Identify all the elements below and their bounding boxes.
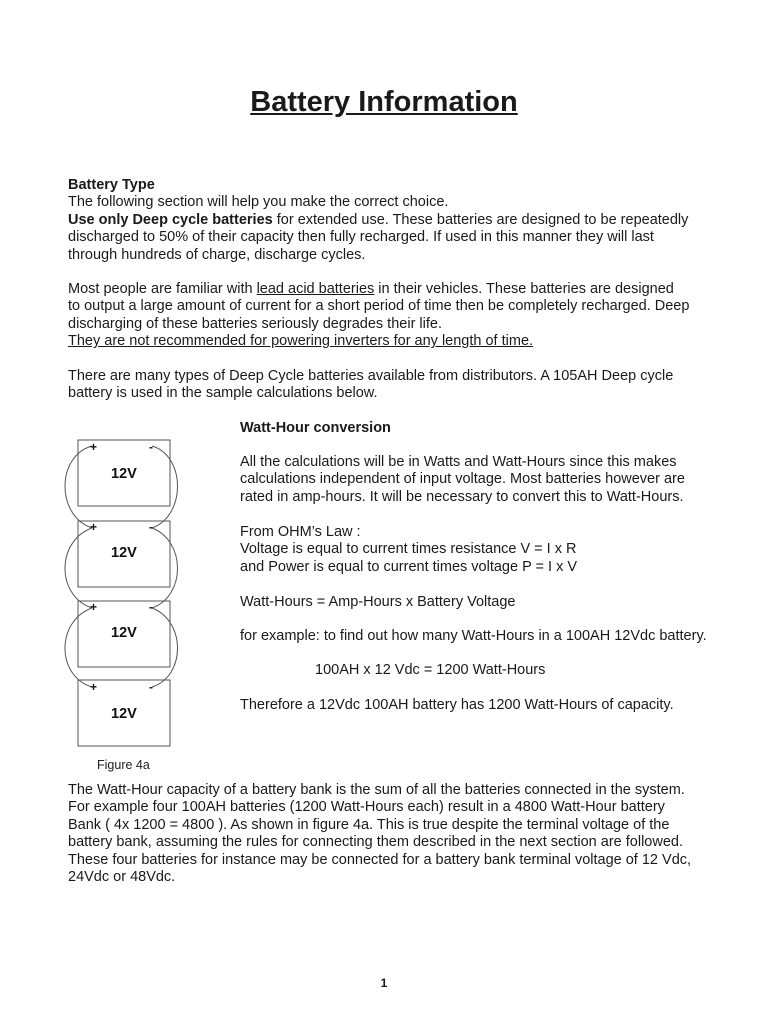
battery-4-plus: +	[90, 680, 98, 694]
lead-acid-post: in their vehicles. These batteries are designed	[374, 281, 674, 297]
therefore-text: Therefore a 12Vdc 100AH battery has 1200 Watt-Hours of capacity.	[240, 697, 674, 713]
deep-cycle-text-1: for extended use. These batteries are designed to be repeatedly	[272, 211, 689, 228]
battery-type-heading: Battery Type	[68, 177, 155, 193]
lead-acid-link: lead acid batteries	[256, 281, 375, 297]
ohm-law-paragraph	[240, 524, 740, 576]
types-line-2: battery is used in the sample calculations below.	[68, 385, 378, 402]
bank-l2: For example four 100AH batteries (1200 Watt-Hours each) result in a 4800 Watt-Hour battery	[68, 799, 665, 816]
lead-acid-line-1	[68, 281, 728, 298]
battery-3-minus: -	[149, 600, 153, 614]
bank-l3: Bank ( 4x 1200 = 4800 ). As shown in figure 4a. This is true despite the terminal voltage of the	[68, 816, 670, 833]
battery-4-minus: -	[149, 680, 153, 694]
watt-hour-formula: Watt-Hours = Amp-Hours x Battery Voltage	[240, 594, 516, 610]
watt-hour-p1-l1: All the calculations will be in Watts and Watt-Hours since this makes	[240, 454, 677, 470]
page-title: Battery Information	[250, 86, 518, 118]
deep-cycle-text-3: through hundreds of charge, discharge cycles.	[68, 246, 366, 263]
wire-4	[152, 528, 178, 608]
ohm-law-l2: Voltage is equal to current times resistance V = I x R	[240, 541, 577, 558]
battery-1-label: 12V	[111, 466, 137, 482]
ohm-law-l3: and Power is equal to current times voltage P = I x V	[240, 558, 578, 575]
deep-cycle-bold: Use only Deep cycle batteries	[68, 211, 273, 228]
battery-type-intro: The following section will help you make the correct choice.	[68, 194, 449, 211]
battery-3-label: 12V	[111, 625, 137, 641]
deep-cycle-text-2: discharged to 50% of their capacity then fully recharged. If used in this manner they will last	[68, 229, 654, 246]
deep-cycle-line	[68, 212, 728, 229]
lead-acid-section	[68, 281, 728, 351]
calculation-text: 100AH x 12 Vdc = 1200 Watt-Hours	[315, 662, 546, 678]
bank-section	[68, 782, 728, 886]
battery-1-minus: -	[149, 440, 153, 454]
wire-2	[152, 446, 178, 528]
watt-hour-p1-l2: calculations independent of input voltage. Most batteries however are	[240, 471, 685, 488]
types-section	[68, 368, 728, 403]
battery-4-label: 12V	[111, 706, 137, 722]
lead-acid-warning: They are not recommended for powering inverters for any length of time.	[68, 333, 534, 350]
battery-2-minus: -	[149, 520, 153, 534]
bank-l5: These four batteries for instance may be connected for a battery bank terminal voltage of 12 Vdc,	[68, 851, 692, 868]
lead-acid-line-3: discharging of these batteries seriously degrades their life.	[68, 315, 442, 332]
bank-l4: battery bank, assuming the rules for connecting them described in the next section are followed.	[68, 834, 683, 851]
bank-l6: 24Vdc or 48Vdc.	[68, 869, 176, 886]
lead-acid-line-2: to output a large amount of current for a short period of time then be completely recharged. Deep	[68, 298, 690, 315]
watt-hour-p1-l3: rated in amp-hours. It will be necessary to convert this to Watt-Hours.	[240, 488, 684, 505]
types-line-1: There are many types of Deep Cycle batteries available from distributors. A 105AH Deep cycle	[68, 368, 674, 384]
wire-6	[152, 608, 178, 687]
battery-type-section	[68, 177, 728, 264]
ohm-law-l1: From OHM’s Law :	[240, 524, 361, 540]
bank-l1: The Watt-Hour capacity of a battery bank is the sum of all the batteries connected in the system.	[68, 782, 685, 798]
battery-2-plus: +	[90, 520, 98, 534]
watt-hour-paragraph	[240, 454, 740, 506]
battery-1-plus: +	[90, 440, 98, 454]
figure-caption: Figure 4a	[97, 758, 150, 772]
example-text: for example: to find out how many Watt-Hours in a 100AH 12Vdc battery.	[240, 628, 707, 644]
page-number: 1	[380, 976, 388, 990]
battery-2-label: 12V	[111, 545, 137, 561]
watt-hour-heading: Watt-Hour conversion	[240, 420, 391, 436]
lead-acid-pre: Most people are familiar with	[68, 281, 257, 297]
battery-3-plus: +	[90, 600, 98, 614]
